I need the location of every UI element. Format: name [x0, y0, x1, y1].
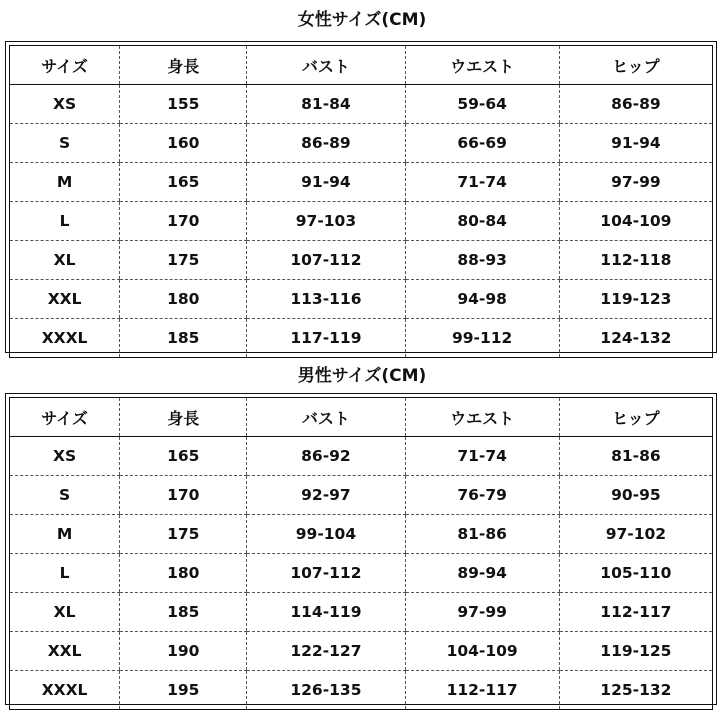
table-row	[10, 163, 713, 202]
cell-hip: 97-102	[559, 515, 712, 554]
men-size-title: 男性サイズ(CM)	[297, 366, 427, 386]
cell-waist: 71-74	[405, 163, 559, 202]
cell-waist: 76-79	[405, 476, 559, 515]
cell-size: M	[10, 163, 120, 202]
cell-waist: 104-109	[405, 632, 559, 671]
table-row	[10, 124, 713, 163]
cell-hip: 90-95	[559, 476, 712, 515]
cell-waist: 97-99	[405, 593, 559, 632]
header-bust: バスト	[247, 398, 405, 437]
cell-height: 190	[120, 632, 247, 671]
cell-height: 165	[120, 437, 247, 476]
cell-size: S	[10, 476, 120, 515]
cell-size: XXL	[10, 632, 120, 671]
cell-bust: 99-104	[247, 515, 405, 554]
cell-bust: 117-119	[247, 319, 405, 358]
cell-height: 175	[120, 515, 247, 554]
table-row	[10, 554, 713, 593]
header-size: サイズ	[10, 46, 120, 85]
cell-waist: 89-94	[405, 554, 559, 593]
cell-waist: 88-93	[405, 241, 559, 280]
cell-bust: 126-135	[247, 671, 405, 710]
cell-height: 160	[120, 124, 247, 163]
cell-waist: 99-112	[405, 319, 559, 358]
table-row	[10, 593, 713, 632]
cell-hip: 112-118	[559, 241, 712, 280]
cell-height: 165	[120, 163, 247, 202]
cell-height: 170	[120, 202, 247, 241]
cell-height: 180	[120, 554, 247, 593]
cell-hip: 124-132	[559, 319, 712, 358]
cell-size: XL	[10, 593, 120, 632]
cell-height: 180	[120, 280, 247, 319]
cell-height: 185	[120, 319, 247, 358]
cell-bust: 107-112	[247, 241, 405, 280]
header-size: サイズ	[10, 398, 120, 437]
table-row	[10, 476, 713, 515]
header-hip: ヒップ	[559, 46, 712, 85]
cell-bust: 86-89	[247, 124, 405, 163]
women-size-frame	[5, 41, 717, 353]
cell-bust: 81-84	[247, 85, 405, 124]
cell-waist: 80-84	[405, 202, 559, 241]
cell-hip: 91-94	[559, 124, 712, 163]
cell-height: 195	[120, 671, 247, 710]
cell-size: XS	[10, 85, 120, 124]
header-waist: ウエスト	[405, 46, 559, 85]
cell-hip: 119-125	[559, 632, 712, 671]
cell-height: 170	[120, 476, 247, 515]
table-row	[10, 319, 713, 358]
header-height: 身長	[120, 398, 247, 437]
cell-size: XL	[10, 241, 120, 280]
cell-bust: 107-112	[247, 554, 405, 593]
table-row	[10, 85, 713, 124]
header-height: 身長	[120, 46, 247, 85]
cell-hip: 104-109	[559, 202, 712, 241]
cell-hip: 112-117	[559, 593, 712, 632]
table-row	[10, 437, 713, 476]
cell-size: XXL	[10, 280, 120, 319]
cell-height: 155	[120, 85, 247, 124]
cell-bust: 86-92	[247, 437, 405, 476]
men-size-frame	[5, 393, 717, 705]
cell-size: XXXL	[10, 319, 120, 358]
header-hip: ヒップ	[559, 398, 712, 437]
table-header-row	[10, 398, 713, 437]
cell-hip: 86-89	[559, 85, 712, 124]
cell-bust: 122-127	[247, 632, 405, 671]
cell-waist: 112-117	[405, 671, 559, 710]
cell-hip: 125-132	[559, 671, 712, 710]
cell-height: 175	[120, 241, 247, 280]
cell-bust: 92-97	[247, 476, 405, 515]
cell-size: M	[10, 515, 120, 554]
cell-bust: 97-103	[247, 202, 405, 241]
cell-waist: 59-64	[405, 85, 559, 124]
cell-size: XXXL	[10, 671, 120, 710]
cell-size: S	[10, 124, 120, 163]
women-size-title: 女性サイズ(CM)	[297, 10, 427, 30]
cell-size: L	[10, 202, 120, 241]
cell-height: 185	[120, 593, 247, 632]
cell-hip: 119-123	[559, 280, 712, 319]
cell-size: XS	[10, 437, 120, 476]
cell-bust: 91-94	[247, 163, 405, 202]
header-bust: バスト	[247, 46, 405, 85]
header-waist: ウエスト	[405, 398, 559, 437]
table-row	[10, 671, 713, 710]
cell-waist: 71-74	[405, 437, 559, 476]
cell-waist: 81-86	[405, 515, 559, 554]
table-header-row	[10, 46, 713, 85]
table-row	[10, 515, 713, 554]
cell-waist: 94-98	[405, 280, 559, 319]
table-row	[10, 632, 713, 671]
cell-hip: 105-110	[559, 554, 712, 593]
women-size-table	[9, 45, 713, 358]
cell-bust: 114-119	[247, 593, 405, 632]
cell-waist: 66-69	[405, 124, 559, 163]
table-row	[10, 202, 713, 241]
cell-hip: 81-86	[559, 437, 712, 476]
cell-size: L	[10, 554, 120, 593]
men-size-table	[9, 397, 713, 710]
table-row	[10, 280, 713, 319]
table-row	[10, 241, 713, 280]
cell-bust: 113-116	[247, 280, 405, 319]
cell-hip: 97-99	[559, 163, 712, 202]
